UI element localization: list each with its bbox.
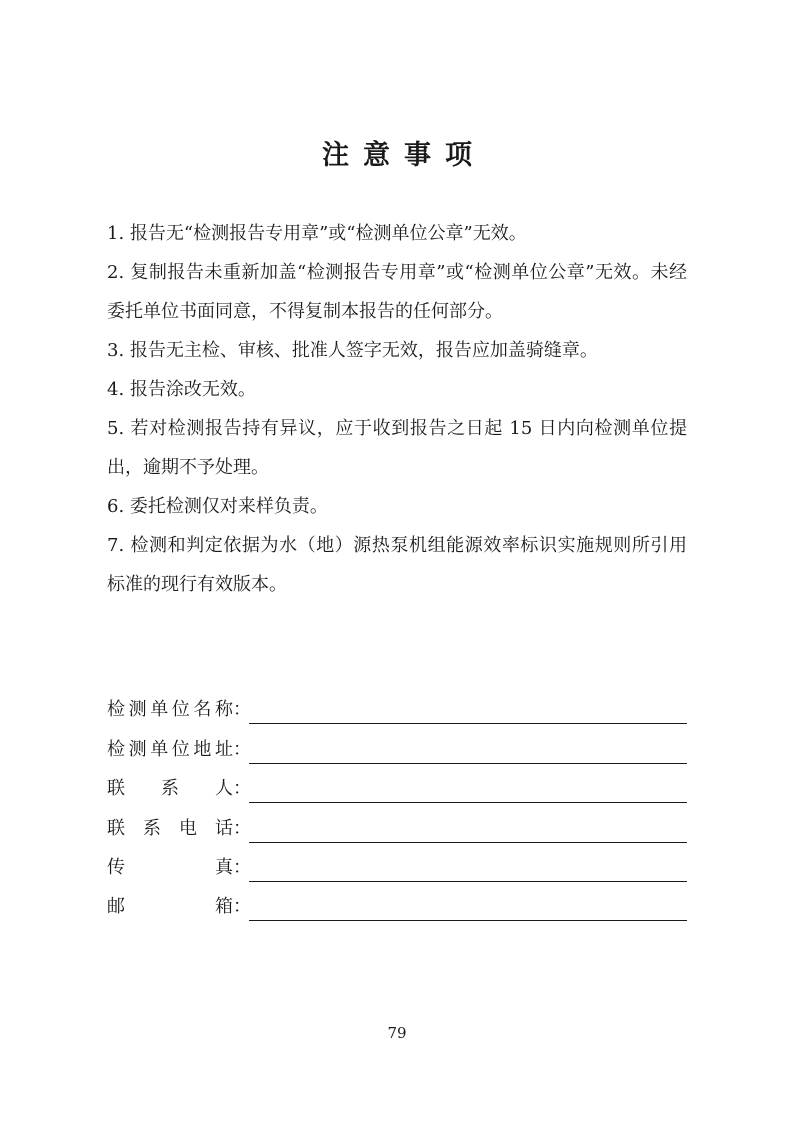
contact-label xyxy=(107,817,233,843)
contact-value-line xyxy=(249,776,687,803)
contact-label-char: 系 xyxy=(143,817,161,839)
contact-label-char: 址 xyxy=(214,738,233,760)
contact-label xyxy=(107,895,233,921)
contact-value-line xyxy=(249,697,687,724)
contact-value-line xyxy=(249,737,687,764)
contact-colon: ： xyxy=(233,778,251,800)
contact-label-char: 联 xyxy=(107,817,125,839)
contact-row xyxy=(107,685,687,724)
contact-label-char: 联 xyxy=(107,778,125,800)
contact-label-char: 系 xyxy=(161,778,179,800)
note-item: 6. 委托检测仅对来样负责。 xyxy=(107,496,328,517)
contact-colon: ： xyxy=(233,856,251,878)
contact-value-line xyxy=(249,816,687,843)
contact-label xyxy=(107,698,233,724)
contact-label-char: 检 xyxy=(107,699,125,721)
contact-label xyxy=(107,738,233,764)
contact-label-char: 邮 xyxy=(107,896,125,918)
contact-row xyxy=(107,803,687,842)
contact-colon: ： xyxy=(233,896,251,918)
notes-list xyxy=(107,214,687,604)
note-item: 5. 若对检测报告持有异议，应于收到报告之日起 15 日内向检测单位提出，逾期不予处理。 xyxy=(107,418,687,478)
contact-label-char: 话 xyxy=(215,817,233,839)
contact-label-char: 地 xyxy=(193,738,212,760)
contact-label-char: 位 xyxy=(171,738,190,760)
contact-label xyxy=(107,856,233,882)
contact-label-char: 人 xyxy=(215,778,233,800)
contact-form xyxy=(107,685,687,921)
note-item: 3. 报告无主检、审核、批准人签字无效，报告应加盖骑缝章。 xyxy=(107,340,598,361)
note-item: 1. 报告无“检测报告专用章”或“检测单位公章”无效。 xyxy=(107,223,527,244)
contact-value-line xyxy=(249,855,687,882)
contact-row xyxy=(107,843,687,882)
page-title: 注意事项 xyxy=(322,140,486,171)
contact-label-char: 测 xyxy=(128,699,147,721)
contact-row xyxy=(107,724,687,763)
contact-label-char: 电 xyxy=(179,817,197,839)
contact-label-char: 箱 xyxy=(215,896,233,918)
contact-colon: ： xyxy=(233,817,251,839)
contact-value-line xyxy=(249,894,687,921)
contact-label-char: 称 xyxy=(214,699,233,721)
contact-row xyxy=(107,764,687,803)
contact-label-char: 传 xyxy=(107,856,125,878)
contact-label-char: 真 xyxy=(215,856,233,878)
page-number: 79 xyxy=(387,1024,407,1042)
note-item: 4. 报告涂改无效。 xyxy=(107,379,256,400)
contact-label-char: 名 xyxy=(193,699,212,721)
contact-label-char: 位 xyxy=(171,699,190,721)
contact-colon: ： xyxy=(233,738,251,760)
contact-row xyxy=(107,882,687,921)
contact-label-char: 单 xyxy=(150,738,169,760)
note-item: 7. 检测和判定依据为水（地）源热泵机组能源效率标识实施规则所引用标准的现行有效版本。 xyxy=(107,535,687,595)
contact-label-char: 测 xyxy=(128,738,147,760)
contact-label-char: 检 xyxy=(107,738,125,760)
note-item: 2. 复制报告未重新加盖“检测报告专用章”或“检测单位公章”无效。未经委托单位书面同意，不得复制本报告的任何部分。 xyxy=(107,262,687,322)
contact-label-char: 单 xyxy=(150,699,169,721)
contact-colon: ： xyxy=(233,699,251,721)
contact-label xyxy=(107,777,233,803)
